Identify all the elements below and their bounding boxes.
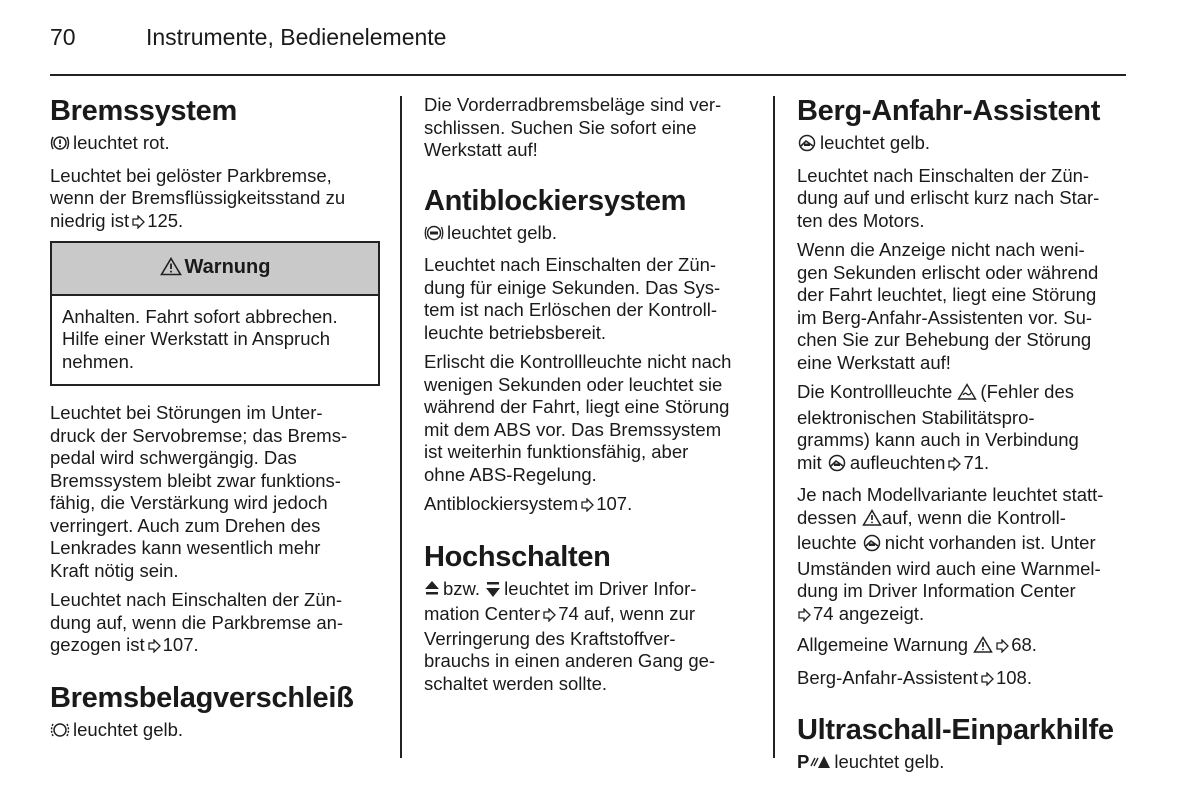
paragraph: Je nach Modellvariante leuchtet statt- dessen auf, wenn die Kontroll- leuchte nicht vorhanden ist. Unter Umständen wird auch eine Warnmel- dung im Driver Information Center 74 angezeigt. — [797, 484, 1132, 627]
reference-arrow-icon — [797, 605, 811, 628]
heading-bremsbelagverschleiss: Bremsbelagverschleiß — [50, 681, 354, 714]
column-divider — [773, 96, 775, 758]
paragraph: Leuchtet nach Einschalten der Zün- dung für einige Sekunden. Das Sys- tem ist nach Erlöschen der Kontroll- leuchte betriebsbereit. — [424, 254, 721, 343]
warning-body: Anhalten. Fahrt sofort abbrechen. Hilfe einer Werkstatt in Anspruch nehmen. — [62, 305, 338, 372]
reference-arrow-icon — [542, 605, 556, 628]
paragraph: P leuchtet gelb. — [797, 751, 1132, 777]
paragraph: Antiblockiersystem 107. — [424, 493, 759, 518]
hill-start-assist-icon — [827, 454, 847, 478]
brake-warning-icon — [50, 134, 70, 158]
column-divider — [400, 96, 402, 758]
paragraph: leuchtet gelb. — [50, 719, 380, 745]
warning-triangle-icon — [160, 257, 182, 282]
column-2 — [424, 94, 759, 702]
esp-icon — [957, 383, 977, 407]
warning-header: Warnung — [52, 243, 378, 296]
reference-arrow-icon — [147, 636, 161, 659]
hill-start-assist-icon — [797, 134, 817, 158]
paragraph: Leuchtet nach Einschalten der Zün- dung auf und erlischt kurz nach Star- ten des Motors. — [797, 164, 1100, 231]
shift-down-icon — [485, 580, 501, 604]
reference-arrow-icon — [980, 669, 994, 692]
heading-berg-anfahr-assistent: Berg-Anfahr-Assistent — [797, 95, 1101, 127]
warning-box — [50, 241, 380, 386]
header-rule — [50, 74, 1126, 76]
paragraph: Wenn die Anzeige nicht nach weni- gen Sekunden erlischt oder während der Fahrt leuchtet, liegt eine Störung im Berg-Anfahr-Assistenten vor. Su- chen Sie zur Behebung der Störung eine Werkstatt auf! — [797, 239, 1099, 373]
paragraph: leuchtet gelb. — [797, 132, 1132, 158]
paragraph: leuchtet gelb. — [424, 222, 759, 248]
brake-pad-wear-icon — [50, 721, 70, 745]
paragraph: leuchtet rot. — [50, 132, 380, 158]
reference-arrow-icon — [947, 454, 961, 477]
paragraph: Die Vorderradbremsbeläge sind ver- schlissen. Suchen Sie sofort eine Werkstatt auf! — [424, 94, 722, 160]
paragraph: Berg-Anfahr-Assistent 108. — [797, 667, 1132, 692]
parking-assist-letter: P — [797, 751, 810, 772]
heading-antiblockiersystem: Antiblockiersystem — [424, 184, 687, 217]
shift-up-icon — [424, 580, 440, 604]
paragraph: Allgemeine Warnung 68. — [797, 634, 1132, 660]
heading-bremssystem: Bremssystem — [50, 95, 237, 127]
paragraph: Die Kontrollleuchte (Fehler des elektronischen Stabilitätspro- gramms) kann auch in Verbindung mit aufleuchten 71. — [797, 381, 1132, 477]
heading-ultraschall-einparkhilfe: Ultraschall-Einparkhilfe — [797, 714, 1114, 746]
column-1 — [50, 94, 380, 751]
page-number: 70 — [50, 24, 76, 50]
parking-sensor-icon — [809, 753, 831, 777]
paragraph: Leuchtet bei gelöster Parkbremse, wenn der Bremsflüssigkeitsstand zu niedrig ist 125. — [50, 165, 380, 235]
paragraph: bzw. leuchtet im Driver Infor- mation Center 74 auf, wenn zur Verringerung des Kraftstoffver- brauchs in einen anderen Gang ge- schaltet werden sollte. — [424, 577, 716, 694]
reference-arrow-icon — [131, 212, 145, 235]
reference-arrow-icon — [580, 495, 594, 518]
abs-icon — [424, 224, 444, 248]
warning-triangle-icon — [973, 636, 993, 660]
reference-arrow-icon — [995, 636, 1009, 659]
column-3 — [797, 94, 1132, 784]
paragraph: Leuchtet bei Störungen im Unter- druck der Servobremse; das Brems- pedal wird schwergängig. Das Bremssystem bleibt zwar funktions- fähig, die Verstärkung wird jedoch verringert. Auch zum Drehen des Lenkrades kann wesentlich mehr Kraft nötig sein. — [50, 402, 348, 581]
page-title: Instrumente, Bedienelemente — [146, 24, 447, 50]
page-header — [50, 24, 446, 51]
paragraph: Erlischt die Kontrollleuchte nicht nach wenigen Sekunden oder leuchtet sie während der Fahrt, liegt eine Störung mit dem ABS vor. Das Bremssystem ist weiterhin funktionsfähig, aber ohne ABS-Regelung. — [424, 351, 732, 485]
hill-start-assist-icon — [862, 534, 882, 558]
warning-triangle-icon — [862, 509, 882, 533]
heading-hochschalten: Hochschalten — [424, 540, 611, 573]
paragraph: Leuchtet nach Einschalten der Zün- dung auf, wenn die Parkbremse an- gezogen ist 107. — [50, 589, 380, 659]
